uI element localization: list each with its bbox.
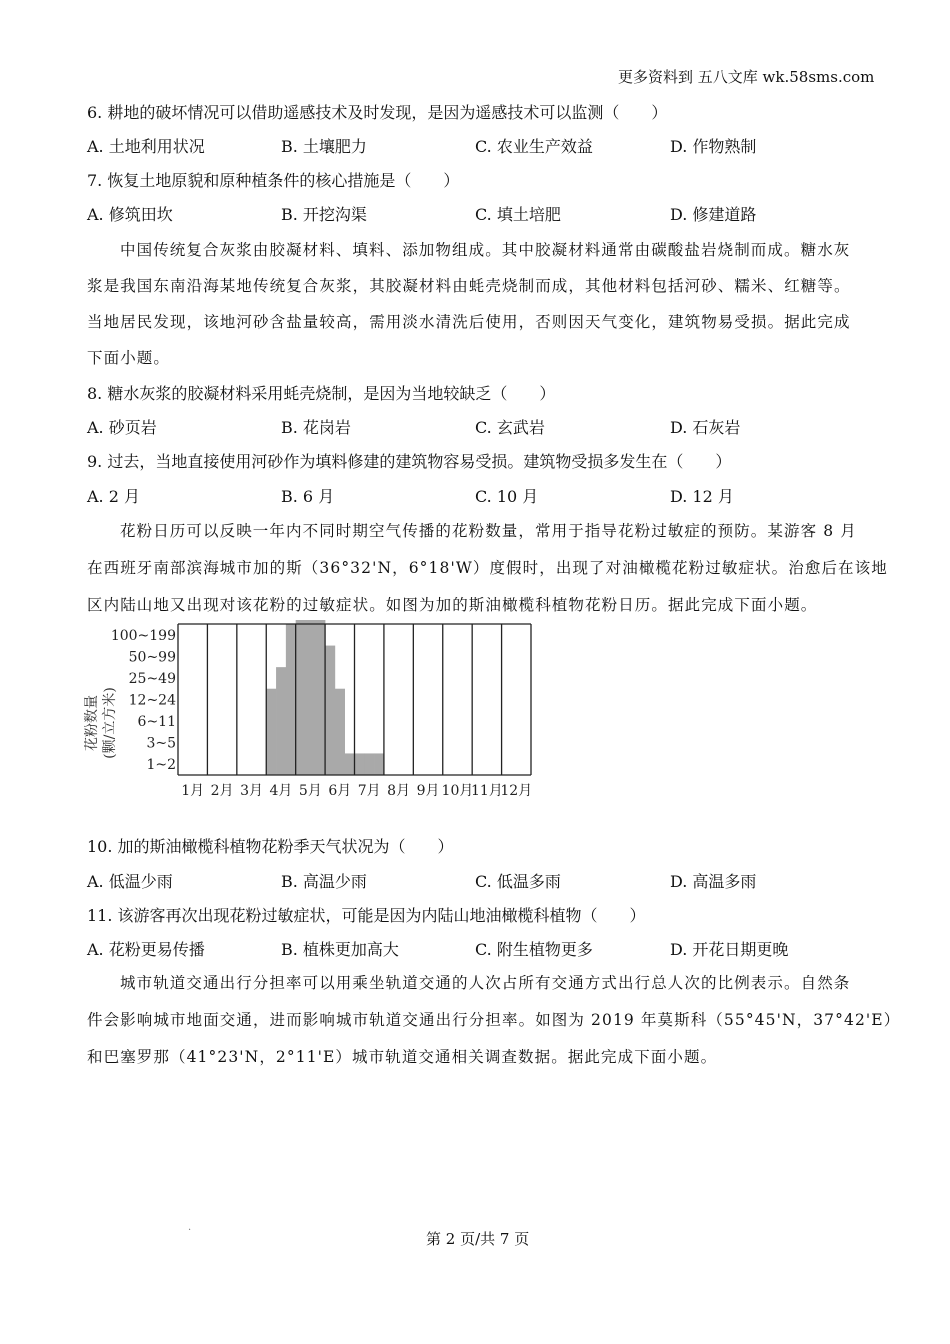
question-8-option-d: D. 石灰岩 <box>670 418 741 437</box>
x-tick-label: 12月 <box>500 783 533 799</box>
y-axis-label-line-2: (颗/立方米) <box>102 687 118 759</box>
question-6-option-a: A. 土地利用状况 <box>87 137 205 156</box>
pollen-bar <box>315 620 325 775</box>
passage-3-line-2: 件会影响城市地面交通，进而影响城市轨道交通出行分担率。如图为 2019 年莫斯科（55°45'N，37°42'E） <box>87 1011 901 1029</box>
question-7-option-d: D. 修建道路 <box>670 205 757 224</box>
question-8-option-c: C. 玄武岩 <box>475 418 545 437</box>
x-tick-label: 2月 <box>210 783 234 799</box>
y-tick-label: 3~5 <box>146 735 176 752</box>
question-10-stem: 10. 加的斯油橄榄科植物花粉季天气状况为（ ） <box>87 837 454 856</box>
passage-2-line-1: 花粉日历可以反映一年内不同时期空气传播的花粉数量，常用于指导花粉过敏症的预防。某游客 8 月 <box>120 522 857 540</box>
passage-2-line-3: 区内陆山地又出现对该花粉的过敏症状。如图为加的斯油橄榄科植物花粉日历。据此完成下面小题。 <box>87 596 818 614</box>
question-6-option-c: C. 农业生产效益 <box>475 137 593 156</box>
pollen-bar <box>305 620 315 775</box>
passage-1-line-3: 当地居民发现，该地河砂含盐量较高，需用淡水清洗后使用，否则因天气变化，建筑物易受损。据此完成 <box>87 313 851 331</box>
x-tick-label: 5月 <box>298 783 322 799</box>
question-10-option-c: C. 低温多雨 <box>475 872 561 891</box>
y-tick-label: 12~24 <box>128 692 176 709</box>
passage-3-line-1: 城市轨道交通出行分担率可以用乘坐轨道交通的人次占所有交通方式出行总人次的比例表示。自然条 <box>120 974 851 992</box>
question-8-stem: 8. 糖水灰浆的胶凝材料采用蚝壳烧制，是因为当地较缺乏（ ） <box>87 384 556 403</box>
question-9-stem: 9. 过去，当地直接使用河砂作为填料修建的建筑物容易受损。建筑物受损多发生在（ ） <box>87 452 732 471</box>
question-9-option-a: A. 2 月 <box>87 487 140 506</box>
y-tick-label: 50~99 <box>128 649 176 666</box>
question-6-stem: 6. 耕地的破坏情况可以借助遥感技术及时发现，是因为遥感技术可以监测（ ） <box>87 103 668 122</box>
pollen-bar <box>276 667 286 775</box>
pollen-bar <box>364 753 374 775</box>
question-9-option-b: B. 6 月 <box>281 487 335 506</box>
question-7-option-b: B. 开挖沟渠 <box>281 205 367 224</box>
x-tick-label: 6月 <box>328 783 352 799</box>
y-tick-label: 100~199 <box>110 627 176 644</box>
x-tick-label: 3月 <box>240 783 264 799</box>
question-8-option-b: B. 花岗岩 <box>281 418 351 437</box>
y-axis-label <box>84 687 118 759</box>
x-tick-label: 9月 <box>416 783 440 799</box>
question-9-option-d: D. 12 月 <box>670 487 734 506</box>
y-tick-label: 25~49 <box>128 670 176 687</box>
passage-1-line-4: 下面小题。 <box>87 349 171 367</box>
y-tick-label: 1~2 <box>146 757 176 774</box>
x-tick-label: 1月 <box>181 783 205 799</box>
question-11-stem: 11. 该游客再次出现花粉过敏症状，可能是因为内陆山地油橄榄科植物（ ） <box>87 906 646 925</box>
passage-3-line-3: 和巴塞罗那（41°23'N，2°11'E）城市轨道交通相关调查数据。据此完成下面小题。 <box>87 1048 718 1066</box>
y-tick-labels <box>111 628 176 773</box>
question-8-option-a: A. 砂页岩 <box>87 418 157 437</box>
month-gridlines <box>178 624 531 775</box>
page-number: 第 2 页/共 7 页 <box>426 1230 530 1248</box>
pollen-bar <box>296 620 306 775</box>
question-10-option-a: A. 低温少雨 <box>87 872 173 891</box>
pollen-bar <box>355 753 365 775</box>
passage-1-line-2: 浆是我国东南沿海某地传统复合灰浆，其胶凝材料由蚝壳烧制而成，其他材料包括河砂、糯米、红糖等。 <box>87 277 851 295</box>
question-7-stem: 7. 恢复土地原貌和原种植条件的核心措施是（ ） <box>87 171 460 190</box>
passage-2-line-2: 在西班牙南部滨海城市加的斯（36°32'N，6°18'W）度假时，出现了对油橄榄花粉过敏症状。治愈后在该地 <box>87 559 888 577</box>
question-9-option-c: C. 10 月 <box>475 487 539 506</box>
x-tick-label: 11月 <box>470 783 503 799</box>
x-tick-label: 10月 <box>441 783 474 799</box>
source-header: 更多资料到 五八文库 wk.58sms.com <box>618 68 875 86</box>
pollen-bar <box>266 689 276 775</box>
question-10-option-d: D. 高温多雨 <box>670 872 757 891</box>
question-10-option-b: B. 高温少雨 <box>281 872 367 891</box>
question-11-option-d: D. 开花日期更晚 <box>670 940 789 959</box>
question-11-option-a: A. 花粉更易传播 <box>87 940 205 959</box>
pollen-bar <box>286 624 296 775</box>
stray-dot: . <box>188 1222 192 1233</box>
question-7-option-a: A. 修筑田坎 <box>87 205 173 224</box>
y-axis-label-line-1: 花粉数量 <box>84 695 100 751</box>
question-11-option-b: B. 植株更加高大 <box>281 940 399 959</box>
x-tick-labels <box>181 783 532 799</box>
pollen-calendar-chart <box>84 620 544 805</box>
question-11-option-c: C. 附生植物更多 <box>475 940 593 959</box>
pollen-bar <box>345 753 355 775</box>
y-tick-label: 6~11 <box>137 714 176 731</box>
pollen-bar <box>335 689 345 775</box>
question-7-option-c: C. 填土培肥 <box>475 205 561 224</box>
x-tick-label: 7月 <box>357 783 381 799</box>
passage-1-line-1: 中国传统复合灰浆由胶凝材料、填料、添加物组成。其中胶凝材料通常由碳酸盐岩烧制而成。糖水灰 <box>120 241 851 259</box>
pollen-bar <box>374 753 384 775</box>
question-6-option-d: D. 作物熟制 <box>670 137 757 156</box>
pollen-bar <box>325 646 335 775</box>
x-tick-label: 4月 <box>269 783 293 799</box>
question-6-option-b: B. 土壤肥力 <box>281 137 367 156</box>
x-tick-label: 8月 <box>387 783 411 799</box>
